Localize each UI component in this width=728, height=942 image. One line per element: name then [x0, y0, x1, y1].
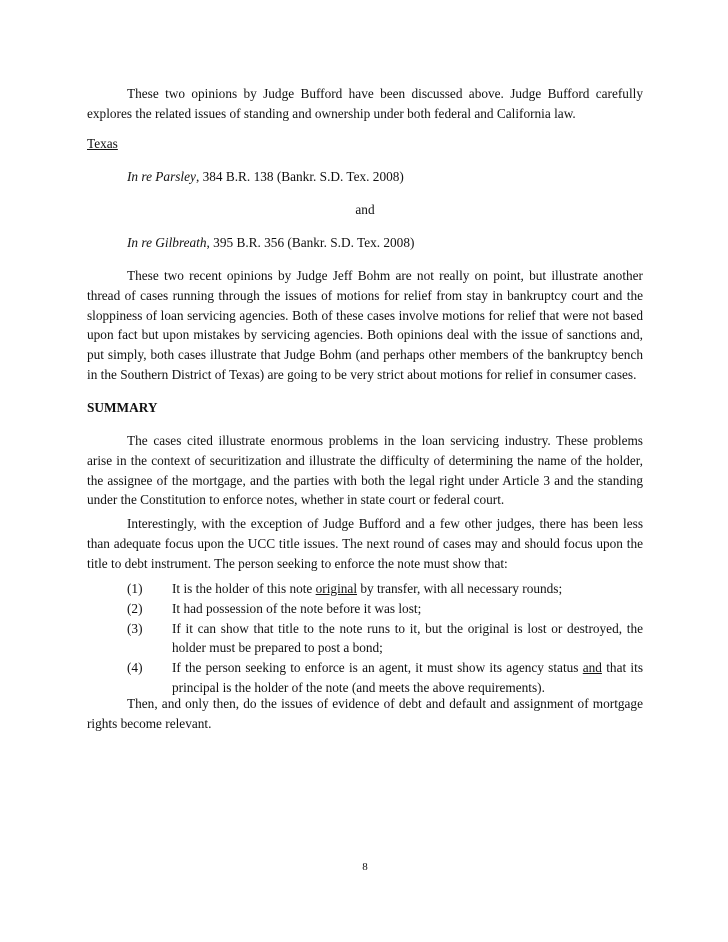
list-item-text-part: by transfer, with all necessary rounds; — [357, 581, 563, 596]
citation-gilbreath-reference: , 395 B.R. 356 (Bankr. S.D. Tex. 2008) — [206, 235, 415, 250]
list-item — [127, 619, 643, 659]
citation-gilbreath-case-name: In re Gilbreath — [127, 235, 207, 250]
section-heading-summary: SUMMARY — [87, 400, 158, 415]
paragraph-bohm-opinions: These two recent opinions by Judge Jeff Bohm are not really on point, but illustrate another thread of cases running through the issues of motions for relief from stay in bankruptcy court and the sloppiness of loan servicing agencies. Both of these cases involve motions for relief that were not based upon fact but upon mistakes by servicing agencies. Both opinions deal with the issue of sanctions and, put simply, both cases illustrate that Judge Bohm (and perhaps other members of the bankruptcy bench in the Southern District of Texas) are going to be very strict about motions for relief in consumer cases. — [87, 268, 643, 382]
paragraph-summary: The cases cited illustrate enormous problems in the loan servicing industry. These problems arise in the context of securitization and illustrate the difficulty of determining the name of the holder, the assignee of the mortgage, and the parties with both the legal right under Article 3 and the standing under the Constitution to enforce notes, whether in state court or federal court. — [87, 433, 643, 508]
list-item-text — [172, 619, 643, 659]
citation-parsley — [127, 167, 404, 187]
list-item-text-part: It had possession of the note before it was lost; — [172, 600, 422, 616]
citation-conjunction: and — [355, 202, 375, 217]
list-item-number: (2) — [127, 600, 143, 616]
list-item — [127, 599, 643, 619]
citation-parsley-case-name: In re Parsley — [127, 169, 196, 184]
list-item-text-part: It is the holder of this note — [172, 581, 316, 596]
paragraph-bufford-opinions: These two opinions by Judge Bufford have been discussed above. Judge Bufford carefully explores the related issues of standing and ownership under both federal and California law. — [87, 86, 643, 121]
list-item-text — [172, 599, 643, 619]
list-item-text — [172, 579, 643, 599]
citation-gilbreath — [127, 233, 414, 253]
list-item-underlined: and — [582, 660, 602, 676]
list-item-text-part: If it can show that title to the note runs to it, but the original is lost or destroyed, the holder must be prepared to post a bond; — [172, 620, 643, 656]
list-item-number: (4) — [127, 660, 143, 676]
list-item — [127, 579, 643, 599]
page-number: 8 — [362, 861, 368, 873]
list-item — [127, 658, 643, 698]
requirements-list — [127, 579, 643, 698]
list-item-text — [172, 658, 643, 698]
section-heading-texas: Texas — [87, 136, 118, 151]
list-item-number: (1) — [127, 581, 143, 596]
list-item-number: (3) — [127, 620, 143, 636]
list-item-text-part: If the person seeking to enforce is an agent, it must show its agency status — [172, 660, 583, 676]
list-item-underlined: original — [315, 581, 358, 596]
list-item-text-part: that its principal is the holder of the note (and meets the above requirements). — [172, 660, 643, 695]
paragraph-ucc-title-issues: Interestingly, with the exception of Judge Bufford and a few other judges, there has been less than adequate focus upon the UCC title issues. The next round of cases may and should focus upon the title to debt instrument. The person seeking to enforce the note must show that: — [87, 516, 643, 571]
citation-parsley-reference: , 384 B.R. 138 (Bankr. S.D. Tex. 2008) — [195, 169, 404, 184]
paragraph-conclusion: Then, and only then, do the issues of evidence of debt and default and assignment of mortgage rights become relevant. — [87, 696, 643, 731]
